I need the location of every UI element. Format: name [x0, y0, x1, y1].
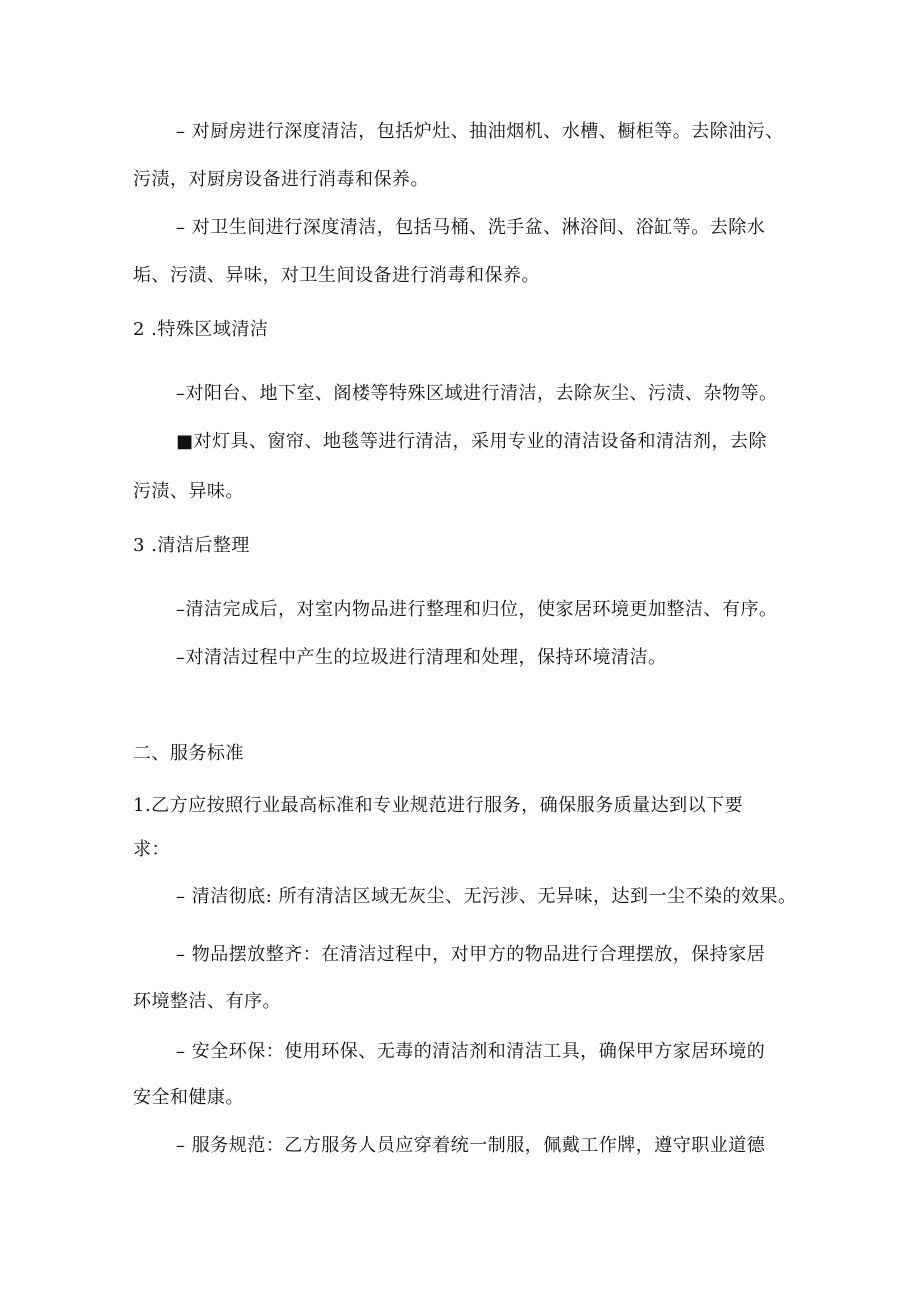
section-heading-special-areas: 2 .特殊区域清洁 — [133, 319, 269, 340]
paragraph-tidy-up: –清洁完成后，对室内物品进行整理和归位，使家居环境更加整洁、有序。 — [176, 599, 778, 620]
paragraph-bathroom-cleaning: – 对卫生间进行深度清洁，包括马桶、洗手盆、淋浴间、浴缸等。去除水 — [176, 217, 766, 238]
paragraph-special-areas: –对阳台、地下室、阁楼等特殊区域进行清洁，去除灰尘、污渍、杂物等。 — [176, 383, 778, 404]
paragraph-fixtures-cleaning: ■对灯具、窗帘、地毯等进行清洁，采用专业的清洁设备和清洁剂，去除 — [176, 431, 768, 452]
paragraph-safety-environment-cont: 安全和健康。 — [133, 1087, 244, 1108]
paragraph-thorough-cleaning: – 清洁彻底: 所有清洁区域无灰尘、无污涉、无异味，达到一尘不染的效果。 — [176, 886, 797, 907]
paragraph-service-quality: 1.乙方应按照行业最高标准和专业规范进行服务，确保服务质量达到以下要 — [133, 795, 744, 816]
paragraph-fixtures-cleaning-cont: 污渍、异味。 — [133, 481, 244, 502]
section-heading-post-cleaning: 3 .清洁后整理 — [133, 535, 250, 556]
paragraph-service-quality-cont: 求： — [133, 839, 170, 860]
paragraph-orderly-placement-cont: 环境整洁、有序。 — [133, 991, 281, 1012]
paragraph-waste-disposal: –对清洁过程中产生的垃圾进行清理和处理，保持环境清洁。 — [176, 647, 667, 668]
paragraph-service-conduct: – 服务规范：乙方服务人员应穿着统一制服，佩戴工作牌，遵守职业道德 — [176, 1135, 766, 1156]
paragraph-orderly-placement: – 物品摆放整齐：在清洁过程中，对甲方的物品进行合理摆放，保持家居 — [176, 944, 766, 965]
paragraph-kitchen-cleaning-cont: 污渍，对厨房设备进行消毒和保养。 — [133, 169, 429, 190]
paragraph-safety-environment: – 安全环保：使用环保、无毒的清洁剂和清洁工具，确保甲方家居环境的 — [176, 1041, 766, 1062]
chapter-heading-service-standards: 二、服务标准 — [133, 743, 244, 764]
paragraph-bathroom-cleaning-cont: 垢、污渍、异味，对卫生间设备进行消毒和保养。 — [133, 265, 540, 286]
paragraph-kitchen-cleaning: – 对厨房进行深度清洁，包括炉灶、抽油烟机、水槽、橱柜等。去除油污、 — [176, 121, 784, 142]
